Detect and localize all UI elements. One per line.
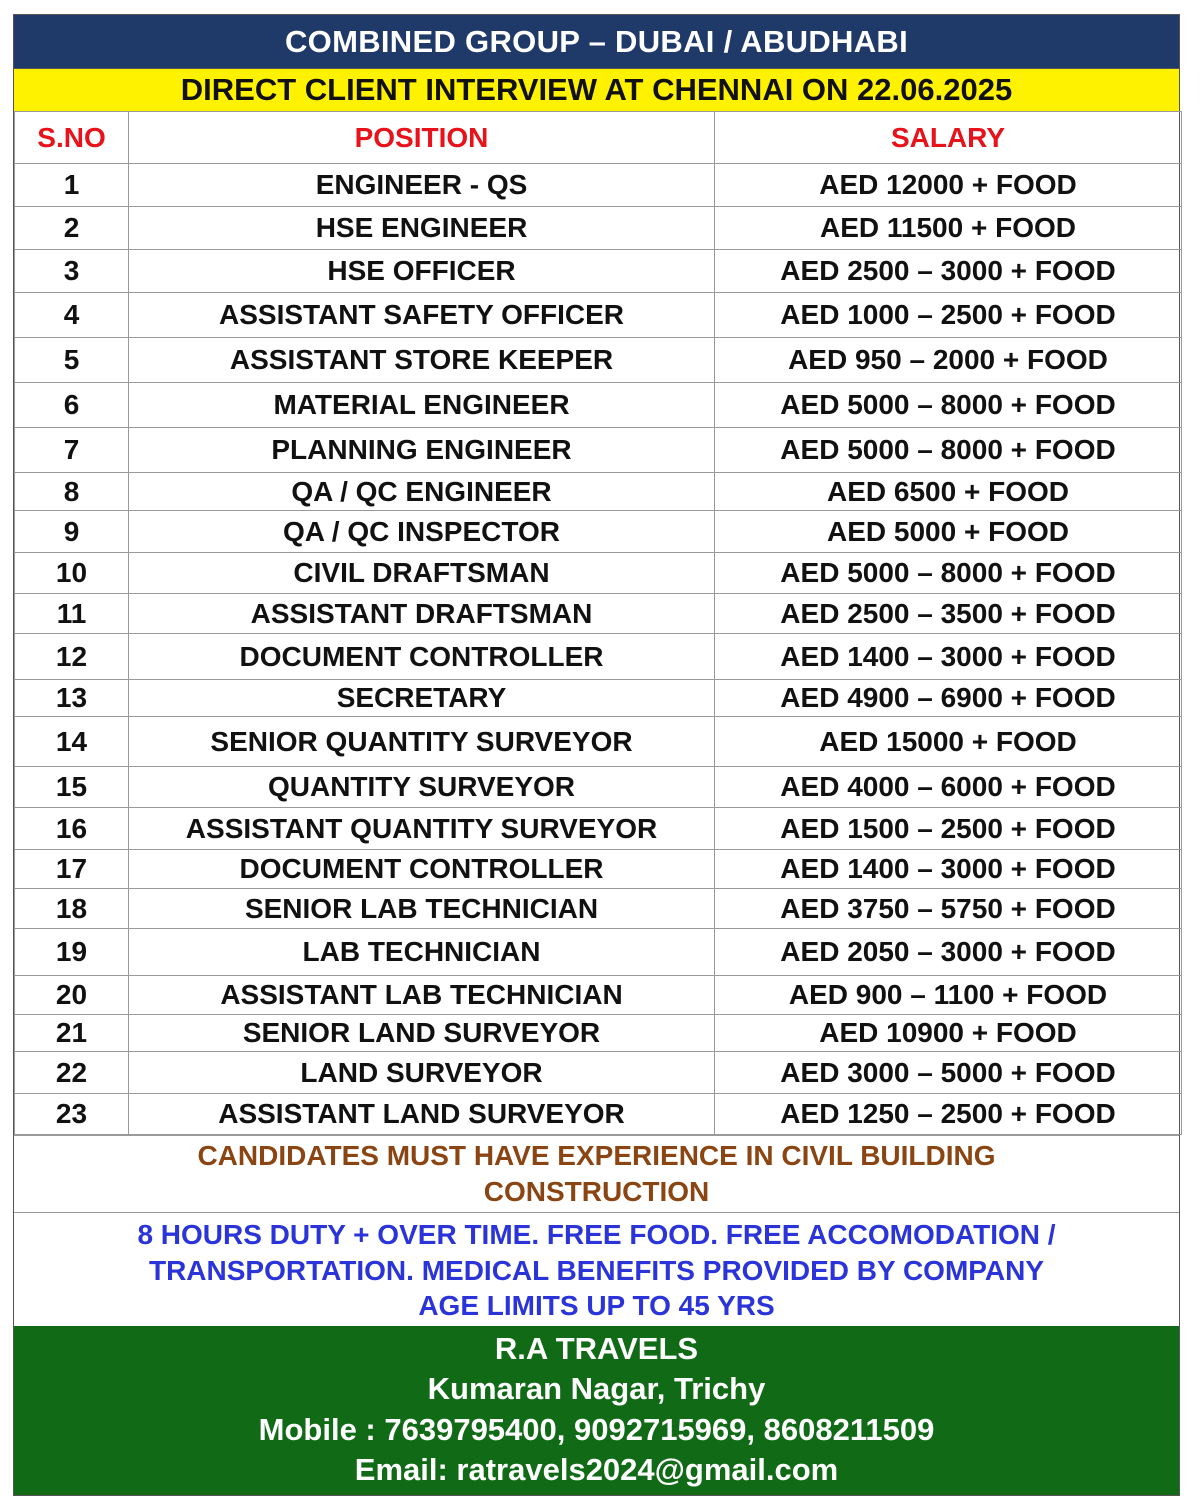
- cell-position: DOCUMENT CONTROLLER: [129, 850, 715, 889]
- cell-position: QUANTITY SURVEYOR: [129, 767, 715, 808]
- cell-salary: AED 950 – 2000 + FOOD: [715, 338, 1182, 383]
- cell-sno: 6: [15, 383, 129, 428]
- cell-salary: AED 1400 – 3000 + FOOD: [715, 634, 1182, 680]
- positions-table: [14, 111, 1182, 1135]
- table-row: [15, 511, 1182, 553]
- cell-position: ASSISTANT DRAFTSMAN: [129, 594, 715, 634]
- table-row: [15, 929, 1182, 976]
- benefits-note-line: TRANSPORTATION. MEDICAL BENEFITS PROVIDED BY COMPANY: [148, 1254, 1044, 1286]
- cell-salary: AED 900 – 1100 + FOOD: [715, 976, 1182, 1015]
- table-row: [15, 976, 1182, 1015]
- interview-banner: DIRECT CLIENT INTERVIEW AT CHENNAI ON 22.06.2025: [14, 68, 1179, 111]
- cell-sno: 5: [15, 338, 129, 383]
- cell-position: ASSISTANT LAND SURVEYOR: [129, 1094, 715, 1135]
- table-row: [15, 250, 1182, 293]
- cell-salary: AED 1500 – 2500 + FOOD: [715, 808, 1182, 850]
- page-title: COMBINED GROUP – DUBAI / ABUDHABI: [14, 15, 1179, 68]
- cell-position: ASSISTANT QUANTITY SURVEYOR: [129, 808, 715, 850]
- cell-salary: AED 2500 – 3000 + FOOD: [715, 250, 1182, 293]
- cell-sno: 16: [15, 808, 129, 850]
- cell-position: QA / QC ENGINEER: [129, 473, 715, 511]
- table-row: [15, 634, 1182, 680]
- cell-sno: 19: [15, 929, 129, 976]
- table-row: [15, 164, 1182, 207]
- cell-position: HSE ENGINEER: [129, 207, 715, 250]
- cell-sno: 13: [15, 680, 129, 717]
- table-row: [15, 383, 1182, 428]
- cell-position: QA / QC INSPECTOR: [129, 511, 715, 553]
- cell-sno: 18: [15, 889, 129, 929]
- cell-salary: AED 1000 – 2500 + FOOD: [715, 293, 1182, 338]
- cell-salary: AED 12000 + FOOD: [715, 164, 1182, 207]
- cell-sno: 1: [15, 164, 129, 207]
- cell-salary: AED 1400 – 3000 + FOOD: [715, 850, 1182, 889]
- benefits-note-line: AGE LIMITS UP TO 45 YRS: [418, 1290, 775, 1321]
- cell-position: CIVIL DRAFTSMAN: [129, 553, 715, 594]
- column-header-sno: S.NO: [15, 112, 129, 164]
- table-row: [15, 1015, 1182, 1052]
- cell-salary: AED 2500 – 3500 + FOOD: [715, 594, 1182, 634]
- table-row: [15, 1094, 1182, 1135]
- cell-sno: 20: [15, 976, 129, 1015]
- table-row: [15, 767, 1182, 808]
- cell-sno: 7: [15, 428, 129, 473]
- cell-position: LAB TECHNICIAN: [129, 929, 715, 976]
- cell-salary: AED 5000 – 8000 + FOOD: [715, 383, 1182, 428]
- column-header-position: POSITION: [129, 112, 715, 164]
- table-row: [15, 1052, 1182, 1094]
- cell-sno: 21: [15, 1015, 129, 1052]
- cell-position: ASSISTANT SAFETY OFFICER: [129, 293, 715, 338]
- table-row: [15, 207, 1182, 250]
- table-row: [15, 338, 1182, 383]
- cell-position: ASSISTANT LAB TECHNICIAN: [129, 976, 715, 1015]
- table-row: [15, 473, 1182, 511]
- table-row: [15, 680, 1182, 717]
- cell-sno: 14: [15, 717, 129, 767]
- table-row: [15, 293, 1182, 338]
- cell-position: PLANNING ENGINEER: [129, 428, 715, 473]
- cell-salary: AED 5000 – 8000 + FOOD: [715, 428, 1182, 473]
- column-header-salary: SALARY: [715, 112, 1182, 164]
- cell-sno: 12: [15, 634, 129, 680]
- cell-sno: 9: [15, 511, 129, 553]
- experience-note-line: CANDIDATES MUST HAVE EXPERIENCE IN CIVIL BUILDING: [197, 1140, 996, 1171]
- email-address: Email: ratravels2024@gmail.com: [354, 1452, 839, 1487]
- cell-sno: 10: [15, 553, 129, 594]
- cell-position: SENIOR LAND SURVEYOR: [129, 1015, 715, 1052]
- cell-position: SECRETARY: [129, 680, 715, 717]
- cell-salary: AED 1250 – 2500 + FOOD: [715, 1094, 1182, 1135]
- table-row: [15, 594, 1182, 634]
- benefits-note: [14, 1212, 1179, 1326]
- cell-position: DOCUMENT CONTROLLER: [129, 634, 715, 680]
- cell-salary: AED 3000 – 5000 + FOOD: [715, 1052, 1182, 1094]
- cell-sno: 23: [15, 1094, 129, 1135]
- cell-salary: AED 5000 – 8000 + FOOD: [715, 553, 1182, 594]
- cell-sno: 2: [15, 207, 129, 250]
- cell-sno: 4: [15, 293, 129, 338]
- cell-salary: AED 11500 + FOOD: [715, 207, 1182, 250]
- cell-position: SENIOR LAB TECHNICIAN: [129, 889, 715, 929]
- table-row: [15, 850, 1182, 889]
- cell-sno: 15: [15, 767, 129, 808]
- cell-salary: AED 10900 + FOOD: [715, 1015, 1182, 1052]
- table-row: [15, 889, 1182, 929]
- cell-sno: 8: [15, 473, 129, 511]
- benefits-note-line: 8 HOURS DUTY + OVER TIME. FREE FOOD. FREE ACCOMODATION /: [137, 1219, 1056, 1250]
- cell-position: LAND SURVEYOR: [129, 1052, 715, 1094]
- cell-position: MATERIAL ENGINEER: [129, 383, 715, 428]
- cell-salary: AED 2050 – 3000 + FOOD: [715, 929, 1182, 976]
- cell-sno: 11: [15, 594, 129, 634]
- experience-note-line: CONSTRUCTION: [483, 1176, 710, 1207]
- cell-salary: AED 4000 – 6000 + FOOD: [715, 767, 1182, 808]
- cell-position: ASSISTANT STORE KEEPER: [129, 338, 715, 383]
- contact-footer: [14, 1326, 1179, 1495]
- cell-position: ENGINEER - QS: [129, 164, 715, 207]
- cell-sno: 17: [15, 850, 129, 889]
- cell-sno: 22: [15, 1052, 129, 1094]
- company-name: R.A TRAVELS: [494, 1330, 699, 1366]
- table-body: [15, 164, 1182, 1135]
- cell-position: SENIOR QUANTITY SURVEYOR: [129, 717, 715, 767]
- table-row: [15, 717, 1182, 767]
- table-row: [15, 428, 1182, 473]
- mobile-numbers: Mobile : 7639795400, 9092715969, 8608211509: [258, 1411, 935, 1447]
- job-sheet: [13, 14, 1180, 1496]
- table-row: [15, 553, 1182, 594]
- cell-position: HSE OFFICER: [129, 250, 715, 293]
- cell-salary: AED 3750 – 5750 + FOOD: [715, 889, 1182, 929]
- table-row: [15, 808, 1182, 850]
- cell-salary: AED 6500 + FOOD: [715, 473, 1182, 511]
- table-header-row: [15, 112, 1182, 164]
- cell-salary: AED 5000 + FOOD: [715, 511, 1182, 553]
- company-address: Kumaran Nagar, Trichy: [427, 1371, 766, 1406]
- cell-salary: AED 15000 + FOOD: [715, 717, 1182, 767]
- experience-note: [14, 1135, 1179, 1212]
- cell-sno: 3: [15, 250, 129, 293]
- cell-salary: AED 4900 – 6900 + FOOD: [715, 680, 1182, 717]
